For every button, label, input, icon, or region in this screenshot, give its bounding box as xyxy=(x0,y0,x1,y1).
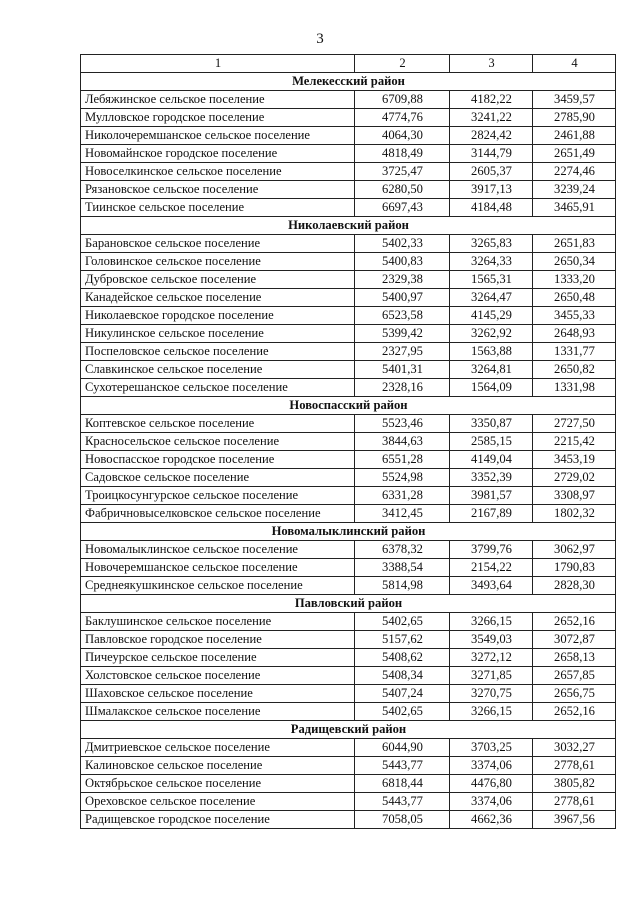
district-header-row xyxy=(81,217,616,235)
settlement-name-cell: Никулинское сельское поселение xyxy=(81,325,355,343)
settlement-name-cell: Мулловское городское поселение xyxy=(81,109,355,127)
value-cell-col3: 3350,87 xyxy=(450,415,533,433)
settlement-name-cell: Холстовское сельское поселение xyxy=(81,667,355,685)
value-cell-col4: 3805,82 xyxy=(533,775,616,793)
district-title: Новомалыклинский район xyxy=(81,523,616,541)
value-cell-col3: 3265,83 xyxy=(450,235,533,253)
value-cell-col4: 3032,27 xyxy=(533,739,616,757)
table-row xyxy=(81,559,616,577)
value-cell-col2: 7058,05 xyxy=(355,811,450,829)
settlement-name-cell: Калиновское сельское поселение xyxy=(81,757,355,775)
value-cell-col2: 5814,98 xyxy=(355,577,450,595)
settlement-name-cell: Октябрьское сельское поселение xyxy=(81,775,355,793)
settlements-table xyxy=(80,54,616,829)
table-row xyxy=(81,757,616,775)
value-cell-col3: 3799,76 xyxy=(450,541,533,559)
table-row xyxy=(81,811,616,829)
value-cell-col4: 2778,61 xyxy=(533,757,616,775)
settlement-name-cell: Радищевское городское поселение xyxy=(81,811,355,829)
table-row xyxy=(81,739,616,757)
value-cell-col4: 2461,88 xyxy=(533,127,616,145)
value-cell-col4: 1331,77 xyxy=(533,343,616,361)
table-row xyxy=(81,181,616,199)
table-row xyxy=(81,793,616,811)
table-row xyxy=(81,199,616,217)
value-cell-col2: 6523,58 xyxy=(355,307,450,325)
value-cell-col3: 2585,15 xyxy=(450,433,533,451)
value-cell-col2: 6280,50 xyxy=(355,181,450,199)
value-cell-col3: 2605,37 xyxy=(450,163,533,181)
value-cell-col2: 6044,90 xyxy=(355,739,450,757)
table-row xyxy=(81,433,616,451)
settlement-name-cell: Николаевское городское поселение xyxy=(81,307,355,325)
value-cell-col3: 3549,03 xyxy=(450,631,533,649)
value-cell-col3: 1563,88 xyxy=(450,343,533,361)
value-cell-col2: 3844,63 xyxy=(355,433,450,451)
value-cell-col4: 3967,56 xyxy=(533,811,616,829)
table-row xyxy=(81,613,616,631)
value-cell-col2: 5399,42 xyxy=(355,325,450,343)
value-cell-col4: 3453,19 xyxy=(533,451,616,469)
value-cell-col3: 3241,22 xyxy=(450,109,533,127)
value-cell-col3: 2824,42 xyxy=(450,127,533,145)
value-cell-col4: 3459,57 xyxy=(533,91,616,109)
value-cell-col3: 1565,31 xyxy=(450,271,533,289)
table-row xyxy=(81,325,616,343)
value-cell-col4: 2215,42 xyxy=(533,433,616,451)
district-header-row xyxy=(81,397,616,415)
value-cell-col4: 1331,98 xyxy=(533,379,616,397)
value-cell-col3: 3264,81 xyxy=(450,361,533,379)
value-cell-col2: 2328,16 xyxy=(355,379,450,397)
settlement-name-cell: Тиинское сельское поселение xyxy=(81,199,355,217)
value-cell-col4: 2650,82 xyxy=(533,361,616,379)
value-cell-col3: 3917,13 xyxy=(450,181,533,199)
settlement-name-cell: Новочеремшанское сельское поселение xyxy=(81,559,355,577)
district-header-row xyxy=(81,721,616,739)
value-cell-col2: 5524,98 xyxy=(355,469,450,487)
district-title: Новоспасский район xyxy=(81,397,616,415)
table-row xyxy=(81,577,616,595)
table-row xyxy=(81,145,616,163)
value-cell-col2: 3725,47 xyxy=(355,163,450,181)
settlement-name-cell: Рязановское сельское поселение xyxy=(81,181,355,199)
value-cell-col4: 1790,83 xyxy=(533,559,616,577)
value-cell-col3: 4476,80 xyxy=(450,775,533,793)
value-cell-col4: 2650,48 xyxy=(533,289,616,307)
value-cell-col2: 5157,62 xyxy=(355,631,450,649)
settlement-name-cell: Среднеякушкинское сельское поселение xyxy=(81,577,355,595)
value-cell-col3: 4145,29 xyxy=(450,307,533,325)
settlement-name-cell: Дубровское сельское поселение xyxy=(81,271,355,289)
value-cell-col4: 3072,87 xyxy=(533,631,616,649)
table-row xyxy=(81,343,616,361)
value-cell-col2: 5402,65 xyxy=(355,703,450,721)
district-header-row xyxy=(81,73,616,91)
settlement-name-cell: Головинское сельское поселение xyxy=(81,253,355,271)
settlement-name-cell: Барановское сельское поселение xyxy=(81,235,355,253)
district-title: Николаевский район xyxy=(81,217,616,235)
value-cell-col3: 1564,09 xyxy=(450,379,533,397)
value-cell-col2: 5407,24 xyxy=(355,685,450,703)
settlement-name-cell: Канадейское сельское поселение xyxy=(81,289,355,307)
table-row xyxy=(81,487,616,505)
value-cell-col3: 3271,85 xyxy=(450,667,533,685)
value-cell-col2: 5400,83 xyxy=(355,253,450,271)
table-row xyxy=(81,163,616,181)
settlement-name-cell: Дмитриевское сельское поселение xyxy=(81,739,355,757)
settlement-name-cell: Ореховское сельское поселение xyxy=(81,793,355,811)
settlement-name-cell: Садовское сельское поселение xyxy=(81,469,355,487)
value-cell-col3: 3493,64 xyxy=(450,577,533,595)
value-cell-col2: 5408,34 xyxy=(355,667,450,685)
table-row xyxy=(81,271,616,289)
value-cell-col2: 3388,54 xyxy=(355,559,450,577)
column-header-2: 2 xyxy=(355,55,450,73)
value-cell-col4: 1333,20 xyxy=(533,271,616,289)
table-row xyxy=(81,505,616,523)
column-header-4: 4 xyxy=(533,55,616,73)
value-cell-col3: 3352,39 xyxy=(450,469,533,487)
table-row xyxy=(81,451,616,469)
settlement-name-cell: Фабричновыселковское сельское поселение xyxy=(81,505,355,523)
value-cell-col4: 3308,97 xyxy=(533,487,616,505)
value-cell-col2: 4774,76 xyxy=(355,109,450,127)
table-row xyxy=(81,379,616,397)
value-cell-col3: 2154,22 xyxy=(450,559,533,577)
value-cell-col3: 3374,06 xyxy=(450,793,533,811)
settlement-name-cell: Шмалакское сельское поселение xyxy=(81,703,355,721)
value-cell-col4: 2651,83 xyxy=(533,235,616,253)
table-row xyxy=(81,469,616,487)
district-title: Павловский район xyxy=(81,595,616,613)
value-cell-col2: 6331,28 xyxy=(355,487,450,505)
settlement-name-cell: Новомалыклинское сельское поселение xyxy=(81,541,355,559)
district-title: Мелекесский район xyxy=(81,73,616,91)
value-cell-col3: 3266,15 xyxy=(450,613,533,631)
value-cell-col4: 2648,93 xyxy=(533,325,616,343)
table-row xyxy=(81,631,616,649)
value-cell-col2: 6697,43 xyxy=(355,199,450,217)
settlement-name-cell: Коптевское сельское поселение xyxy=(81,415,355,433)
value-cell-col4: 2656,75 xyxy=(533,685,616,703)
column-header-3: 3 xyxy=(450,55,533,73)
header-row xyxy=(81,55,616,73)
settlement-name-cell: Баклушинское сельское поселение xyxy=(81,613,355,631)
settlement-name-cell: Троицкосунгурское сельское поселение xyxy=(81,487,355,505)
value-cell-col3: 3374,06 xyxy=(450,757,533,775)
value-cell-col4: 2657,85 xyxy=(533,667,616,685)
table-row xyxy=(81,703,616,721)
value-cell-col4: 2652,16 xyxy=(533,613,616,631)
value-cell-col4: 2658,13 xyxy=(533,649,616,667)
value-cell-col4: 3455,33 xyxy=(533,307,616,325)
settlement-name-cell: Лебяжинское сельское поселение xyxy=(81,91,355,109)
value-cell-col3: 3144,79 xyxy=(450,145,533,163)
value-cell-col4: 2778,61 xyxy=(533,793,616,811)
value-cell-col2: 6818,44 xyxy=(355,775,450,793)
table-row xyxy=(81,541,616,559)
value-cell-col4: 2274,46 xyxy=(533,163,616,181)
table-row xyxy=(81,289,616,307)
value-cell-col2: 5401,31 xyxy=(355,361,450,379)
value-cell-col2: 6551,28 xyxy=(355,451,450,469)
settlement-name-cell: Николочеремшанское сельское поселение xyxy=(81,127,355,145)
table-row xyxy=(81,109,616,127)
value-cell-col3: 3703,25 xyxy=(450,739,533,757)
value-cell-col3: 3264,47 xyxy=(450,289,533,307)
value-cell-col2: 5402,65 xyxy=(355,613,450,631)
table-row xyxy=(81,91,616,109)
table-row xyxy=(81,361,616,379)
table-row xyxy=(81,649,616,667)
value-cell-col4: 3465,91 xyxy=(533,199,616,217)
table-row xyxy=(81,775,616,793)
value-cell-col3: 2167,89 xyxy=(450,505,533,523)
value-cell-col3: 4662,36 xyxy=(450,811,533,829)
table-row xyxy=(81,415,616,433)
value-cell-col4: 2651,49 xyxy=(533,145,616,163)
settlement-name-cell: Славкинское сельское поселение xyxy=(81,361,355,379)
value-cell-col4: 3239,24 xyxy=(533,181,616,199)
value-cell-col4: 2652,16 xyxy=(533,703,616,721)
settlement-name-cell: Поспеловское сельское поселение xyxy=(81,343,355,361)
value-cell-col2: 5402,33 xyxy=(355,235,450,253)
settlement-name-cell: Новоспасское городское поселение xyxy=(81,451,355,469)
value-cell-col3: 3270,75 xyxy=(450,685,533,703)
settlement-name-cell: Павловское городское поселение xyxy=(81,631,355,649)
value-cell-col2: 2327,95 xyxy=(355,343,450,361)
value-cell-col3: 4149,04 xyxy=(450,451,533,469)
value-cell-col3: 3264,33 xyxy=(450,253,533,271)
value-cell-col4: 2729,02 xyxy=(533,469,616,487)
district-header-row xyxy=(81,523,616,541)
settlement-name-cell: Красносельское сельское поселение xyxy=(81,433,355,451)
table-row xyxy=(81,685,616,703)
district-title: Радищевский район xyxy=(81,721,616,739)
settlement-name-cell: Новоселкинское сельское поселение xyxy=(81,163,355,181)
page-number: 3 xyxy=(316,31,324,47)
value-cell-col4: 3062,97 xyxy=(533,541,616,559)
table-row xyxy=(81,667,616,685)
value-cell-col4: 2785,90 xyxy=(533,109,616,127)
value-cell-col3: 4184,48 xyxy=(450,199,533,217)
value-cell-col3: 3981,57 xyxy=(450,487,533,505)
district-header-row xyxy=(81,595,616,613)
value-cell-col2: 5443,77 xyxy=(355,793,450,811)
value-cell-col2: 5523,46 xyxy=(355,415,450,433)
value-cell-col4: 2727,50 xyxy=(533,415,616,433)
settlement-name-cell: Сухотерешанское сельское поселение xyxy=(81,379,355,397)
value-cell-col4: 2828,30 xyxy=(533,577,616,595)
value-cell-col3: 4182,22 xyxy=(450,91,533,109)
value-cell-col3: 3262,92 xyxy=(450,325,533,343)
value-cell-col3: 3266,15 xyxy=(450,703,533,721)
value-cell-col4: 1802,32 xyxy=(533,505,616,523)
table-row xyxy=(81,253,616,271)
settlement-name-cell: Пичеурское сельское поселение xyxy=(81,649,355,667)
table-body xyxy=(81,73,616,829)
settlement-name-cell: Новомайнское городское поселение xyxy=(81,145,355,163)
table-row xyxy=(81,235,616,253)
value-cell-col2: 5408,62 xyxy=(355,649,450,667)
value-cell-col2: 5443,77 xyxy=(355,757,450,775)
column-header-1: 1 xyxy=(81,55,355,73)
value-cell-col2: 3412,45 xyxy=(355,505,450,523)
value-cell-col2: 4064,30 xyxy=(355,127,450,145)
table-row xyxy=(81,127,616,145)
value-cell-col2: 4818,49 xyxy=(355,145,450,163)
value-cell-col2: 2329,38 xyxy=(355,271,450,289)
value-cell-col2: 5400,97 xyxy=(355,289,450,307)
settlement-name-cell: Шаховское сельское поселение xyxy=(81,685,355,703)
value-cell-col2: 6378,32 xyxy=(355,541,450,559)
value-cell-col4: 2650,34 xyxy=(533,253,616,271)
value-cell-col3: 3272,12 xyxy=(450,649,533,667)
table-row xyxy=(81,307,616,325)
value-cell-col2: 6709,88 xyxy=(355,91,450,109)
